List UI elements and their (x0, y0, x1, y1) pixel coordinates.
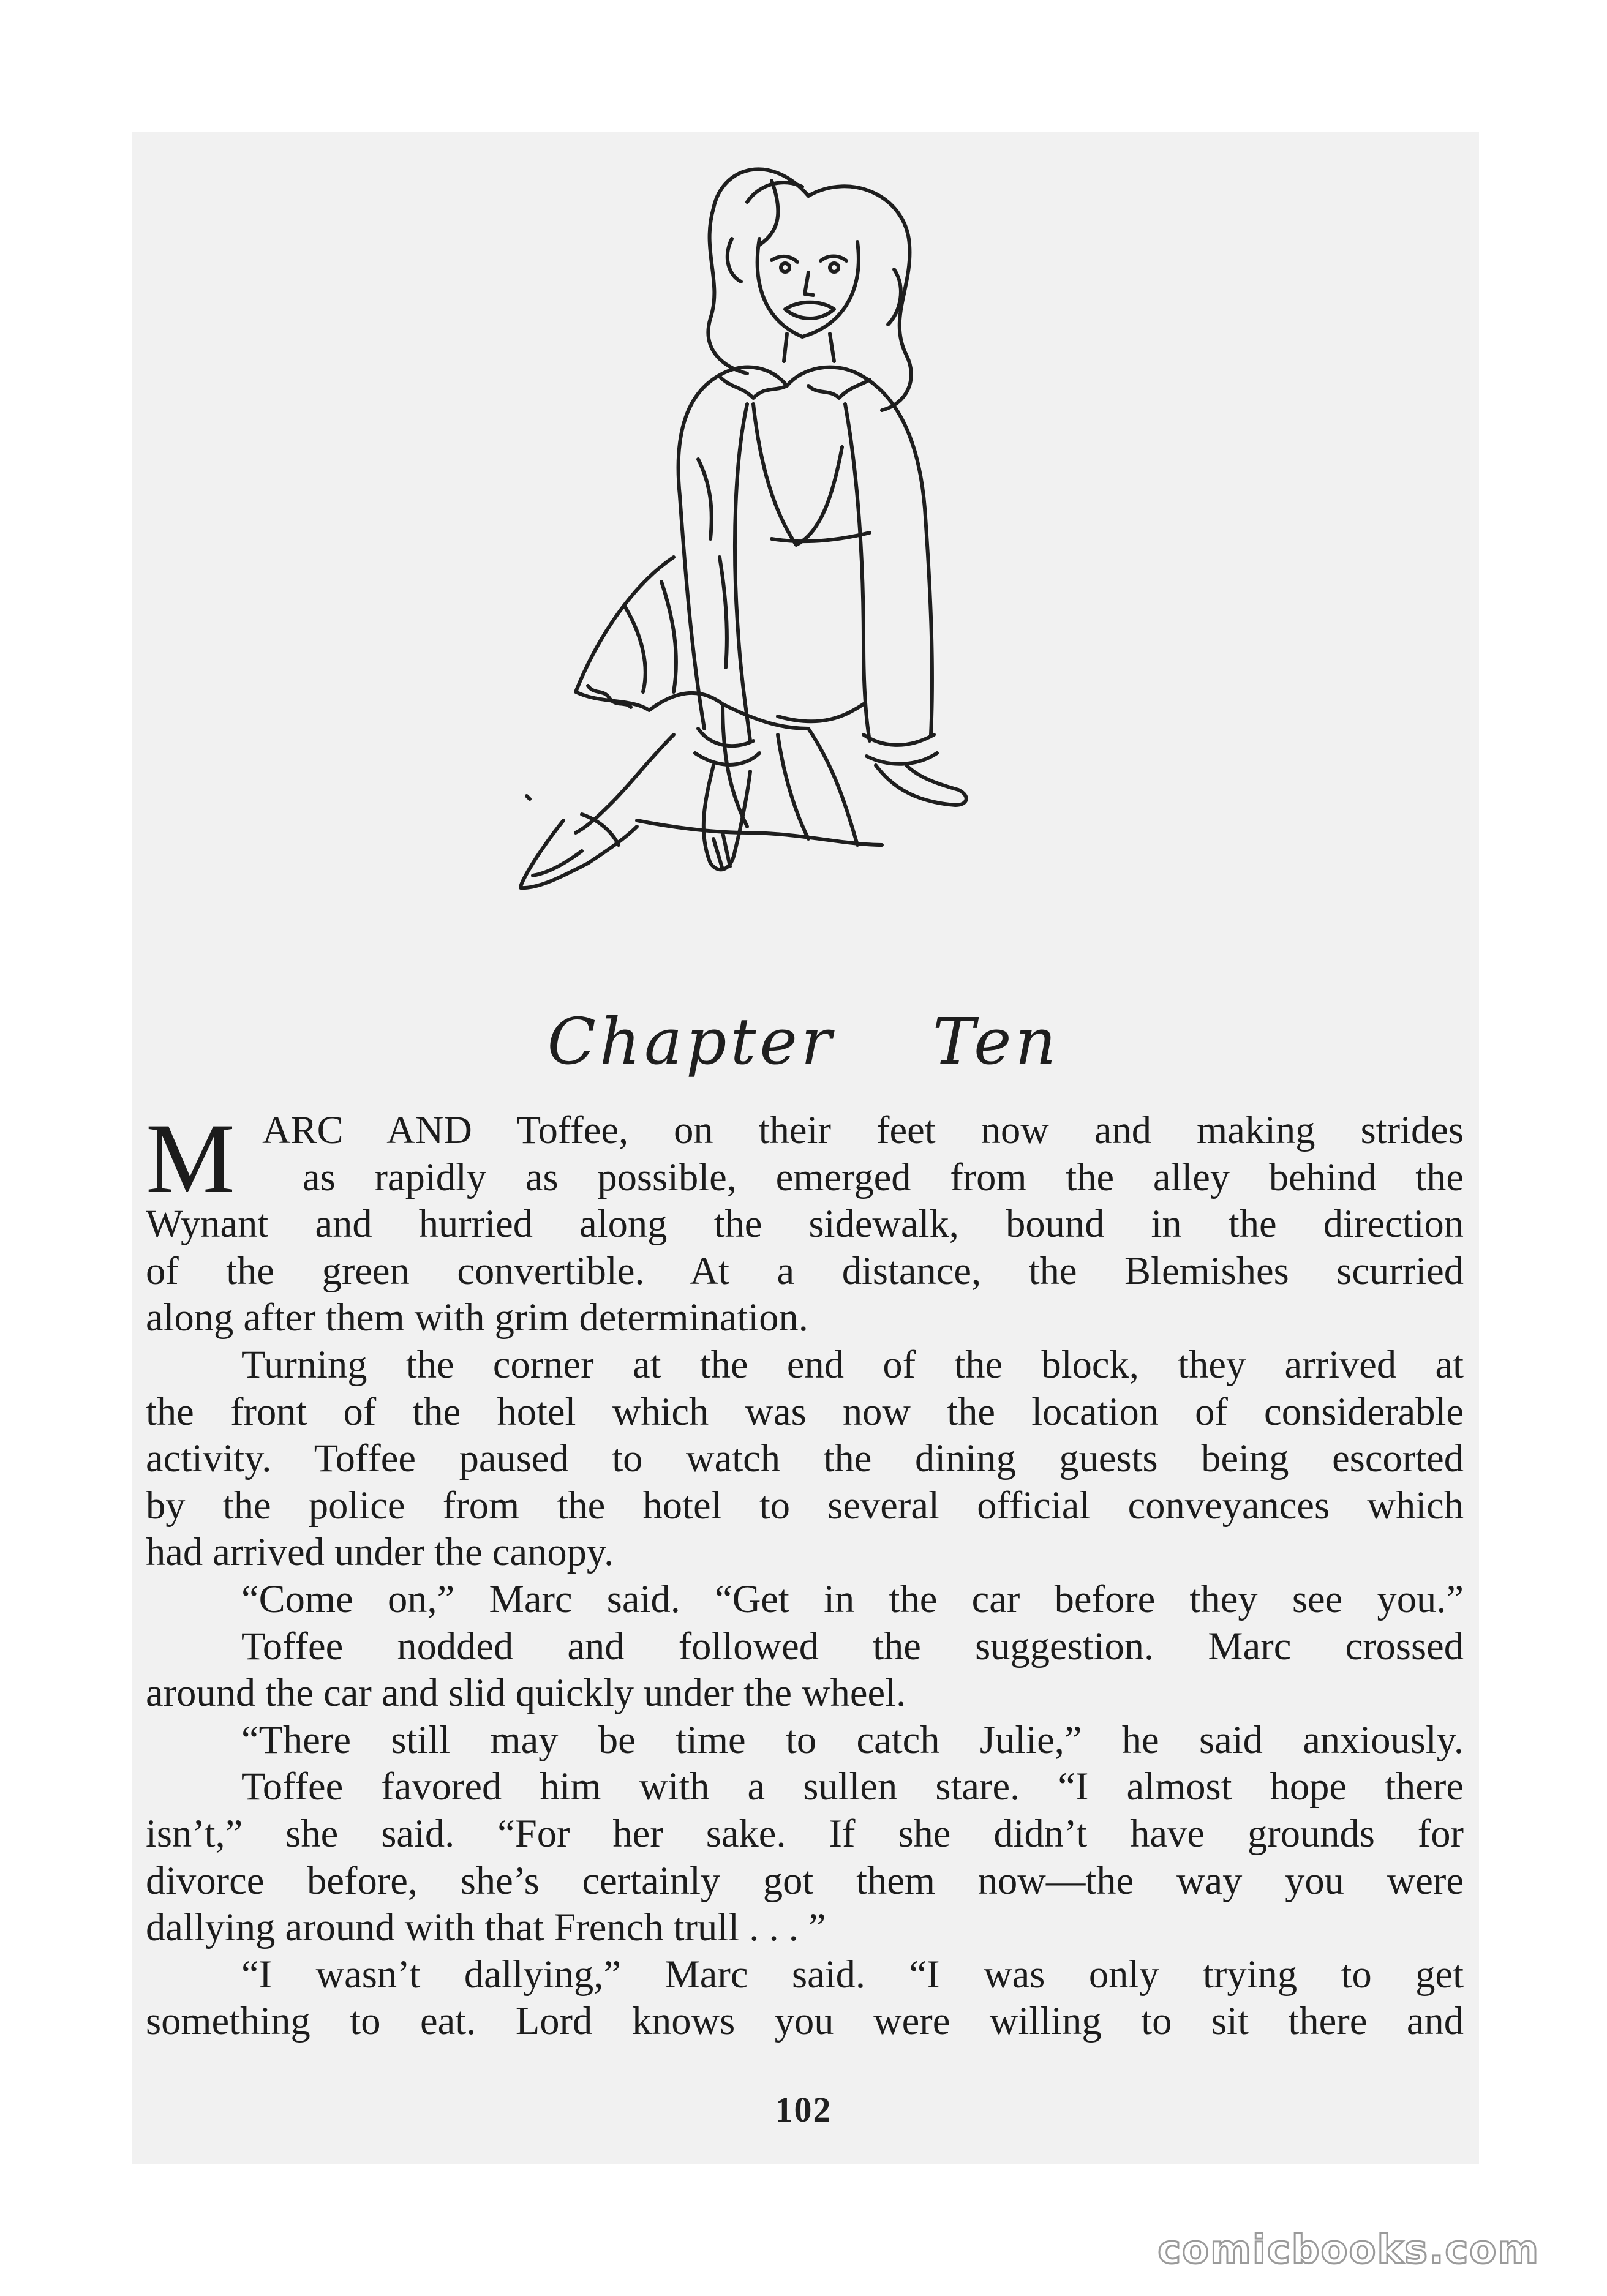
story-text (146, 1103, 1464, 2045)
chapter-heading-word: Chapter (547, 1004, 835, 1079)
text-line: “Come on,” Marc said. “Get in the car before they see you.” (241, 1577, 1464, 1621)
text-line: Turning the corner at the end of the block, they arrived at (241, 1342, 1464, 1386)
text-line: the front of the hotel which was now the location of considerable (146, 1389, 1464, 1433)
watermark: comicbooks.com (1157, 2227, 1540, 2273)
text-line: activity. Toffee paused to watch the dining guests being escorted (146, 1436, 1464, 1480)
text-line: Toffee nodded and followed the suggestion. Marc crossed (241, 1624, 1464, 1668)
text-line: Toffee favored him with a sullen stare. “I almost hope there (241, 1765, 1464, 1809)
text-line: of the green convertible. At a distance, the Blemishes scurried (146, 1248, 1464, 1292)
text-line: had arrived under the canopy. (146, 1530, 614, 1574)
text-line: around the car and slid quickly under the wheel. (146, 1671, 906, 1715)
text-line: along after them with grim determination. (146, 1296, 808, 1340)
text-line: “There still may be time to catch Julie,” he said anxiously. (241, 1717, 1464, 1761)
text-line: ARC AND Toffee, on their feet now and making strides (262, 1108, 1464, 1152)
page-number: 102 (775, 2090, 832, 2129)
text-line: Wynant and hurried along the sidewalk, bound in the direction (146, 1202, 1464, 1246)
text-line: “I wasn’t dallying,” Marc said. “I was only trying to get (241, 1952, 1464, 1996)
chapter-heading-number: Ten (932, 1004, 1060, 1079)
drop-cap: M (146, 1103, 235, 1214)
text-line: isn’t,” she said. “For her sake. If she didn’t have grounds for (146, 1811, 1464, 1855)
text-line: as rapidly as possible, emerged from the alley behind the (303, 1155, 1464, 1199)
chapter-heading (0, 1004, 1607, 1079)
kneeling-woman-illustration (380, 116, 1194, 986)
text-line: divorce before, she’s certainly got them now—the way you were (146, 1858, 1464, 1902)
text-line: dallying around with that French trull . . . ” (146, 1905, 826, 1949)
text-line: by the police from the hotel to several official conveyances which (146, 1483, 1464, 1527)
text-line: something to eat. Lord knows you were willing to sit there and (146, 1999, 1464, 2043)
